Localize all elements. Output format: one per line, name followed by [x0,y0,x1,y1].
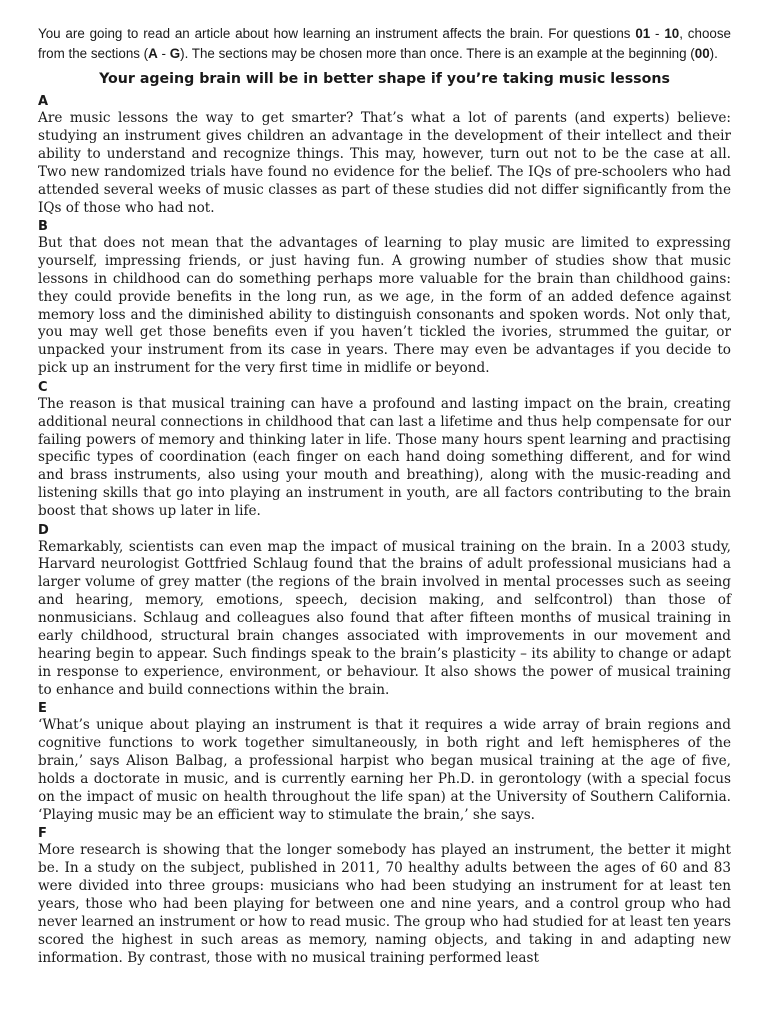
instructions-dash: - [650,26,665,41]
section-f [38,825,731,967]
instructions-text: ). [709,45,718,61]
section-letter: E [38,701,47,717]
question-range-start: 01 [635,26,651,41]
section-paragraph: Are music lessons the way to get smarter? That’s what a lot of parents (and experts) believe: studying an instrument gives children an advantage in the development of their intellect and their ability to understand and recognize things. This may, however, turn out not to be the case at all. Two new randomized trials have found no evidence for the belief. The IQs of pre-schoolers who had attended several weeks of music classes as part of these studies did not differ significantly from the IQs of those who had not. [38,110,731,216]
section-paragraph: Remarkably, scientists can even map the impact of musical training on the brain. In a 2003 study, Harvard neurologist Gottfried Schlaug found that the brains of adult professional musicians had a larger volume of grey matter (the regions of the brain involved in mental processes such as seeing and hearing, memory, emotions, speech, decision making, and selfcontrol) than those of nonmusicians. Schlaug and colleagues also found that after fifteen months of musical training in early childhood, structural brain changes associated with improvements in our movement and hearing begin to appear. Such findings speak to the brain’s plasticity – its ability to change or adapt in response to experience, environment, or behaviour. It also shows the power of musical training to enhance and build connections within the brain. [38,538,731,698]
section-letter: A [38,94,49,109]
section-letter: C [38,379,48,395]
worksheet-page [38,24,731,968]
instructions-dash: - [157,45,170,61]
instructions-text: ). The sections may be chosen more than once. There is an example at the beginning ( [180,45,695,61]
section-a [38,93,731,217]
section-b [38,218,731,378]
article-title: Your ageing brain will be in better shape if you’re taking music lessons [99,71,670,87]
section-paragraph: ‘What’s unique about playing an instrument is that it requires a wide array of brain regions and cognitive functions to work together simultaneously, in both right and left hemispheres of the brain,’ says Alison Balbag, a professional harpist who began musical training at the age of five, holds a doctorate in music, and is currently earning her Ph.D. in gerontology (with a special focus on the impact of music on health throughout the life span) at the University of Southern California. ‘Playing music may be an efficient way to stimulate the brain,’ she says. [38,717,731,823]
section-paragraph: The reason is that musical training can have a profound and lasting impact on the brain, creating additional neural connections in childhood that can last a lifetime and thus help compensate for our failing powers of memory and thinking later in life. Those many hours spent learning and practising specific types of coordination (each finger on each hand doing something different, and for wind and brass instruments, also using your mouth and breathing), along with the music-reading and listening skills that go into playing an instrument in youth, are all factors contributing to the brain boost that shows up later in life. [38,395,731,520]
section-paragraph: But that does not mean that the advantages of learning to play music are limited to expressing yourself, impressing friends, or just having fun. A growing number of studies show that music lessons in childhood can do something perhaps more valuable for the brain than childhood gains: they could provide benefits in the long run, as we age, in the form of an added defence against memory loss and the diminished ability to distinguish consonants and spoken words. Not only that, you may well get those benefits even if you haven’t tickled the ivories, strummed the guitar, or unpacked your instrument from its case in years. There may even be advantages if you decide to pick up an instrument for the very first time in midlife or beyond. [38,234,731,377]
section-range-start: A [148,45,158,61]
section-letter: F [38,826,47,842]
section-letter: B [38,218,48,234]
section-paragraph: More research is showing that the longer somebody has played an instrument, the better it might be. In a study on the subject, published in 2011, 70 healthy adults between the ages of 60 and 83 were divided into three groups: musicians who had been studying an instrument for at least ten years, those who had been playing for between one and nine years, and a control group who had never learned an instrument or how to read music. The group who had studied for at least ten years scored the highest in such areas as memory, naming objects, and taking in and adapting new information. By contrast, those with no musical training performed least [38,842,731,966]
question-range-end: 10 [664,26,680,41]
section-c [38,379,731,521]
instructions-text: You are going to read an article about how learning an instrument affects the brain. For questions [38,26,636,41]
section-range-end: G [169,45,181,61]
example-number: 00 [694,45,710,61]
instructions-text: , choose from the sections ( [38,26,731,61]
section-letter: D [38,522,49,538]
instructions [38,24,731,63]
section-d [38,522,731,700]
section-e [38,700,731,824]
